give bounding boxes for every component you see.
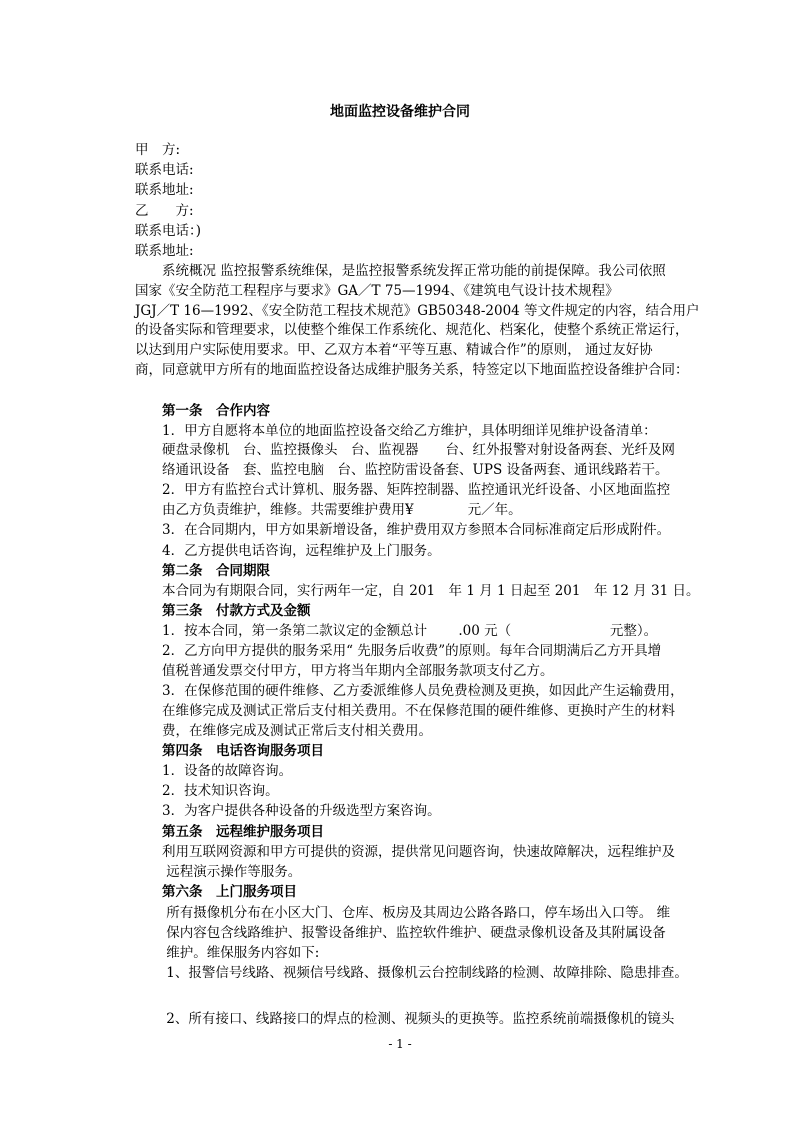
section-line: 2．技术知识咨询。 (162, 783, 279, 799)
section-line: 4．乙方提供电话咨询，远程维护及上门服务。 (162, 543, 441, 559)
section-line: 利用互联网资源和甲方可提供的资源，提供常见问题咨询，快速故障解决，远程维护及 (162, 844, 675, 860)
intro-line: 系统概况 监控报警系统维保，是监控报警系统发挥正常功能的前提保障。我公司依照 (162, 263, 666, 279)
section-heading: 第三条 付款方式及金额 (162, 603, 311, 619)
party-b-name: 乙 方: (135, 203, 194, 219)
page-title: 地面监控设备维护合同 (330, 104, 470, 120)
section-line: 本合同为有期限合同，实行两年一定，自 201 年 1 月 1 日起至 201 年 12 月 31 日。 (162, 583, 700, 599)
section-line: 1、报警信号线路、视频信号线路、摄像机云台控制线路的检测、故障排除、隐患排查。 (162, 965, 688, 981)
section-line: 所有摄像机分布在小区大门、仓库、板房及其周边公路各路口，停车场出入口等。 维 (162, 905, 671, 921)
section-line: 3．在合同期内，甲方如果新增设备，维护费用双方参照本合同标准商定后形成附件。 (162, 522, 671, 538)
section-line: 1．甲方自愿将本单位的地面监控设备交给乙方维护，具体明细详见维护设备清单： (162, 423, 657, 439)
section-heading: 第六条 上门服务项目 (162, 884, 297, 900)
section-line: 值税普通发票交付甲方，甲方将当年期内全部服务款项支付乙方。 (162, 663, 554, 679)
section-line: 在维修完成及测试正常后支付相关费用。不在保修范围的硬件维修、更换时产生的材料 (162, 703, 675, 719)
intro-line: 以达到用户实际使用要求。甲、乙双方本着“平等互惠、精诚合作”的原则， 通过友好协 (135, 342, 653, 358)
section-line: 3．在保修范围的硬件维修、乙方委派维修人员免费检测及更换，如因此产生运输费用， (162, 683, 684, 699)
section-line: 2．甲方有监控台式计算机、服务器、矩阵控制器、监控通讯光纤设备、小区地面监控 (162, 482, 671, 498)
party-b-address: 联系地址: (135, 243, 194, 259)
party-a-phone: 联系电话: (135, 162, 194, 178)
intro-line: 国家《安全防范工程程序与要求》GA／T 75—1994、《建筑电气设计技术规程》 (135, 283, 619, 299)
party-b-phone: 联系电话：) (135, 223, 202, 239)
intro-line: 的设备实际和管理要求，以使整个维保工作系统化、规范化、档案化，使整个系统正常运行， (135, 322, 689, 338)
section-line: 1．按本合同，第一条第二款议定的金额总计 .00 元（ 元整）。 (162, 623, 658, 639)
section-line: 络通讯设备 套、监控电脑 台、监控防雷设备套、UPS 设备两套、通讯线路若干。 (162, 462, 669, 478)
party-a-name: 甲 方: (135, 142, 181, 158)
section-heading: 第二条 合同期限 (162, 563, 270, 579)
section-line: 保内容包含线路维护、报警设备维护、监控软件维护、硬盘录像机设备及其附属设备 (162, 925, 666, 941)
section-line: 2、所有接口、线路接口的焊点的检测、视频头的更换等。监控系统前端摄像机的镜头 (162, 1011, 675, 1027)
section-line: 费，在维修完成及测试正常后支付相关费用。 (162, 723, 432, 739)
intro-line: JGJ／T 16—1992、《安全防范工程技术规范》GB50348-2004 等文件规定的内容，结合用户 (135, 303, 700, 319)
page-number: - 1 - (388, 1037, 412, 1051)
section-heading: 第一条 合作内容 (162, 403, 270, 419)
section-line: 2．乙方向甲方提供的服务采用“ 先服务后收费”的原则。每年合同期满后乙方开具增 (162, 643, 662, 659)
section-line: 3．为客户提供各种设备的升级选型方案咨询。 (162, 803, 441, 819)
section-line: 硬盘录像机 台、监控摄像头 台、监视器 台、红外报警对射设备两套、光纤及网 (162, 442, 675, 458)
section-line: 维护。维保服务内容如下: (162, 945, 320, 961)
section-heading: 第五条 远程维护服务项目 (162, 824, 324, 840)
intro-line: 商，同意就甲方所有的地面监控设备达成维护服务关系，特签定以下地面监控设备维护合同： (135, 362, 689, 378)
party-a-address: 联系地址: (135, 182, 194, 198)
section-heading: 第四条 电话咨询服务项目 (162, 743, 324, 759)
section-line: 远程演示操作等服务。 (162, 864, 302, 880)
section-line: 1．设备的故障咨询。 (162, 763, 293, 779)
section-line: 由乙方负责维护，维修。共需要维护费用¥ 元／年。 (162, 502, 522, 518)
